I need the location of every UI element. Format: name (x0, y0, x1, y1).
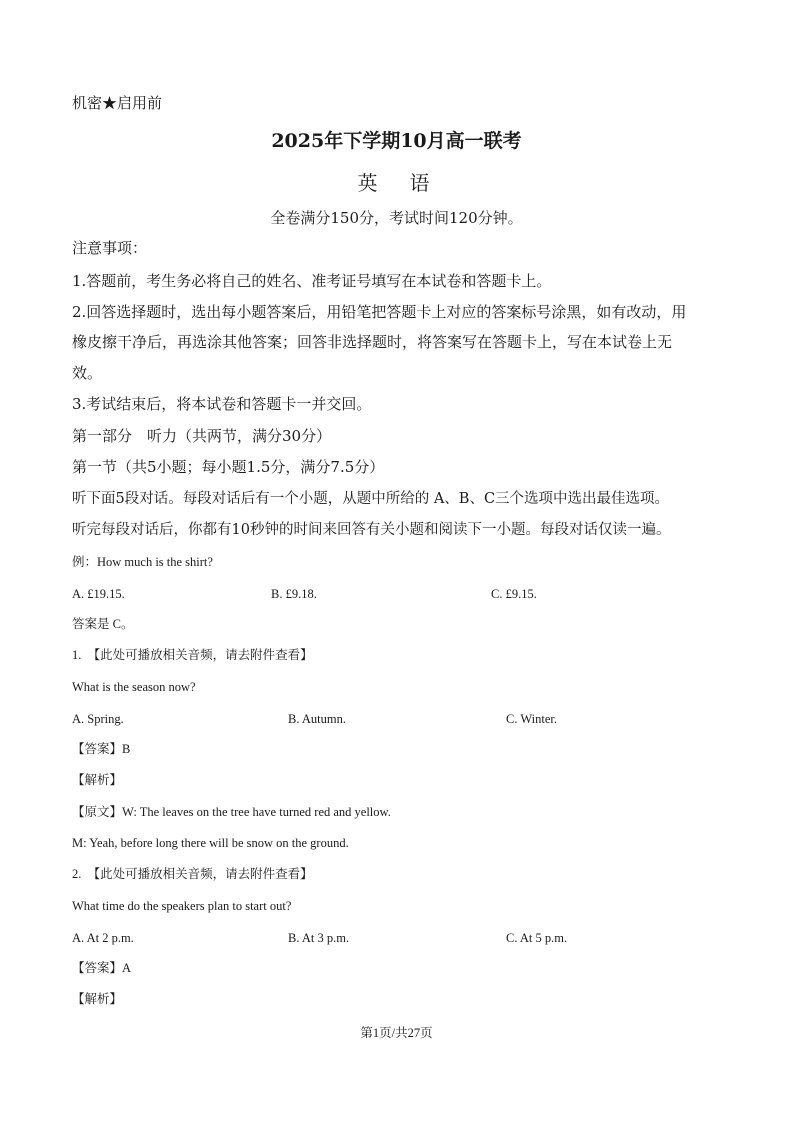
question-1-header: 1. 【此处可播放相关音频，请去附件查看】 (72, 648, 313, 662)
question-2-option-b: B. At 3 p.m. (288, 931, 350, 945)
example-answer: 答案是 C。 (72, 617, 134, 631)
score-info: 全卷满分150分，考试时间120分钟。 (270, 209, 523, 227)
note-2-line-3: 效。 (72, 364, 103, 382)
instructions-line-2: 听完每段对话后，你都有10秒钟的时间来回答有关小题和阅读下一小题。每段对话仅读一遍。 (72, 522, 671, 538)
question-1-analysis: 【解析】 (72, 773, 123, 787)
question-1-option-a: A. Spring. (72, 712, 124, 726)
section-1-heading: 第一节（共5小题；每小题1.5分，满分7.5分） (72, 458, 385, 476)
question-2-answer: 【答案】A (72, 961, 132, 975)
example-option-c: C. £9.15. (491, 587, 537, 601)
note-2-line-2: 橡皮擦干净后，再选涂其他答案；回答非选择题时，将答案写在答题卡上，写在本试卷上无 (72, 333, 673, 351)
question-1-answer: 【答案】B (72, 742, 131, 756)
page-number: 第1页/共27页 (360, 1026, 433, 1040)
example-question: 例：How much is the shirt? (72, 555, 213, 569)
question-1-transcript-line-2: M: Yeah, before long there will be snow on the ground. (72, 836, 349, 850)
notes-heading: 注意事项： (72, 239, 148, 257)
question-1-text: What is the season now? (72, 680, 196, 694)
note-2-line-1: 2.回答选择题时，选出每小题答案后，用铅笔把答题卡上对应的答案标号涂黑，如有改动，用 (72, 303, 687, 321)
question-2-header: 2. 【此处可播放相关音频，请去附件查看】 (72, 867, 313, 881)
part-1-heading: 第一部分 听力（共两节，满分30分） (72, 427, 332, 445)
question-2-option-a: A. At 2 p.m. (72, 931, 134, 945)
subject-title: 英 语 (357, 171, 436, 195)
note-3: 3.考试结束后，将本试卷和答题卡一并交回。 (72, 395, 372, 413)
instructions-line-1: 听下面5段对话。每段对话后有一个小题，从题中所给的 A、B、C三个选项中选出最佳选项。 (72, 491, 670, 507)
question-1-option-b: B. Autumn. (288, 712, 346, 726)
question-2-option-c: C. At 5 p.m. (506, 931, 568, 945)
example-option-b: B. £9.18. (271, 587, 317, 601)
confidential-label: 机密★启用前 (72, 94, 163, 112)
question-2-analysis: 【解析】 (72, 992, 123, 1006)
question-1-transcript-line-1: 【原文】W: The leaves on the tree have turned red and yellow. (72, 805, 391, 819)
example-option-a: A. £19.15. (72, 587, 125, 601)
question-1-option-c: C. Winter. (506, 712, 558, 726)
note-1: 1.答题前，考生务必将自己的姓名、准考证号填写在本试卷和答题卡上。 (72, 272, 552, 290)
question-2-text: What time do the speakers plan to start out? (72, 899, 292, 913)
exam-title: 2025年下学期10月高一联考 (271, 130, 522, 152)
